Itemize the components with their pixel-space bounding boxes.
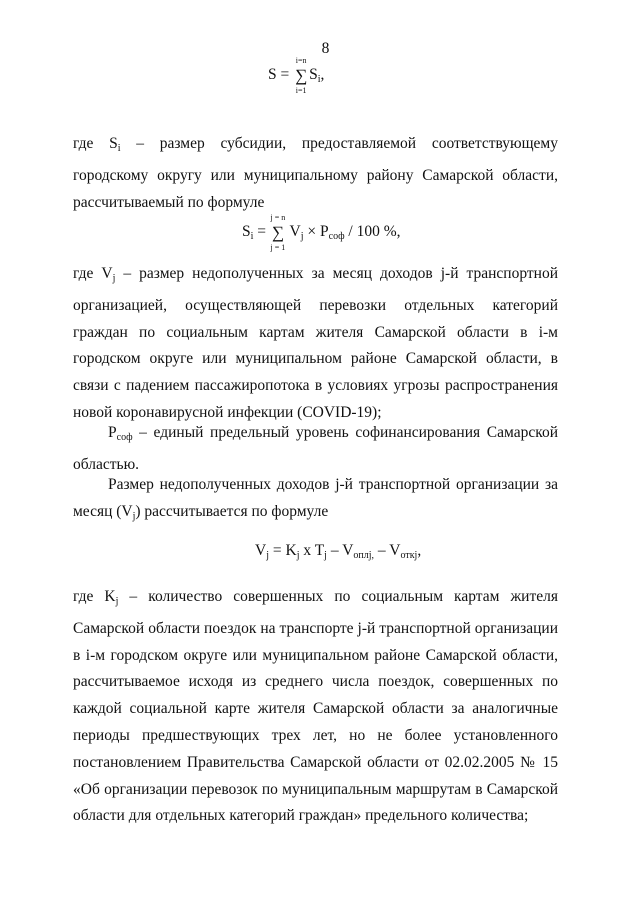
paragraph-cofinancing-level [73,420,558,479]
paragraph-lost-income-calc [73,472,558,531]
para4-sub: j [132,510,136,522]
formula2-term1-sub: j [300,231,304,242]
para3-prefix: P [108,424,117,441]
formula1-tail: , [320,66,325,83]
para1-prefix: где S [73,135,118,152]
formula3-t-sub: j [324,550,327,561]
formula3-minus2: – [377,542,386,559]
para3-prefix-sub: соф [116,432,133,443]
formula2-tail: / 100 %, [348,223,401,240]
formula2-times: × [307,223,317,240]
para1-text: – размер субсидии, предоставляемой соответствующему городскому округу или муниципальному району Самарской области, рассчитываемый по формуле [73,135,558,211]
formula3-v2: V [389,542,401,559]
para3-text: – единый предельный уровень софинансирования Самарской областью. [73,424,558,473]
formula-lost-income [255,542,421,561]
para5-prefix: где K [73,588,116,605]
formula1-eq: = [280,66,290,83]
formula2-lhs-sub: i [250,231,254,242]
sum-symbol: ∑ i=n i=1 [295,55,308,95]
formula1-term: S [309,66,318,83]
para2-prefix: где V [73,265,113,282]
formula3-v1-sub: оплj, [353,550,375,561]
formula3-minus1: – [330,542,339,559]
page-number: 8 [321,40,330,57]
para2-text: – размер недополученных за месяц доходов j-й транспортной организацией, осуществляющей перевозки отдельных категорий граждан по социальным картам жителя Самарской области в i-м городском округе или муниципальном районе Самарской области, в связи с падением пассажиропотока в условиях угрозы распространения новой коронавирусной инфекции (COVID-19); [73,265,558,421]
formula1-lhs: S [268,66,277,83]
para1-prefix-sub: i [117,143,121,154]
sum-lower-limit: i=1 [295,85,307,95]
formula-subsidy-per-municipality [242,212,401,252]
paragraph-trip-count-definition [73,584,558,830]
formula3-x: x [303,542,312,559]
formula2-eq: = [257,223,267,240]
formula1-term-sub: i [317,74,321,85]
formula2-term2: P [320,223,329,240]
formula3-lhs-sub: j [266,550,269,561]
formula3-v1: V [342,542,354,559]
formula3-v2-sub: откj [400,550,418,561]
para4-text-after: ) рассчитывается по формуле [135,502,329,520]
formula2-term2-sub: соф [328,231,345,242]
formula3-tail: , [417,542,422,559]
sum-upper-limit: j = n [270,212,286,222]
formula3-k-sub: j [296,550,300,561]
formula3-k: K [285,542,297,559]
sum-upper-limit: i=n [295,55,307,65]
para4-text-before: Размер недополученных доходов j-й транспортной организации за месяц (V [73,476,558,520]
para5-text: – количество совершенных по социальным картам жителя Самарской области поездок на транспорте j-й транспортной организации в i-м городском округе или муниципальном районе Самарской области, рассчитываемое исходя из среднего числа поездок, совершенных по каждой социальной карте жителя Самарской области за аналогичные периоды предшествующих трех лет, но не более установленного постановлением Правительства Самарской области от 02.02.2005 № 15 «Об организации перевозок по муниципальным маршрутам в Самарской области для отдельных категорий граждан» предельного количества; [73,588,558,825]
formula-total-subsidy [268,55,325,95]
paragraph-lost-income-definition [73,261,558,427]
sum-symbol: ∑ j = n j = 1 [270,212,286,252]
para5-prefix-sub: j [115,596,119,607]
formula3-eq: = [272,542,282,559]
formula3-lhs: V [255,542,267,559]
formula2-lhs: S [242,223,251,240]
formula2-term1: V [289,223,301,240]
para2-prefix-sub: j [112,273,116,284]
paragraph-subsidy-definition [73,131,558,216]
sum-lower-limit: j = 1 [270,242,286,252]
formula3-t: T [314,542,325,559]
